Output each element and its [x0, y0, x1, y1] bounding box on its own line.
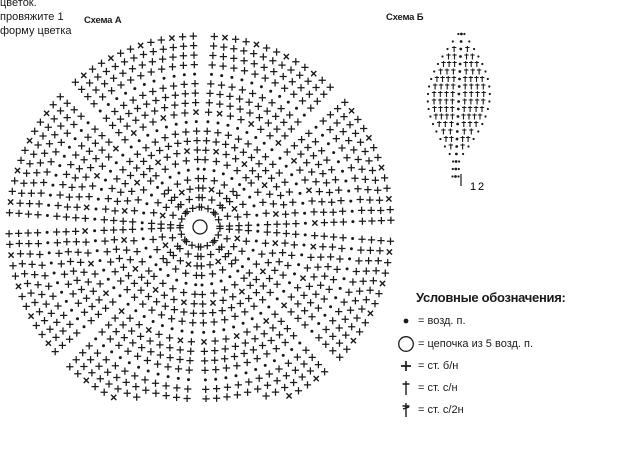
legend-row-dc	[396, 379, 458, 397]
legend-row-chain	[396, 312, 466, 330]
intro-line-1: цветок.	[0, 0, 37, 9]
scheme-a-diagram	[0, 30, 402, 402]
scheme-b-diagram	[418, 28, 500, 198]
legend-row-tr	[396, 401, 464, 419]
circle-icon	[396, 335, 416, 353]
legend-text-dc: = ст. с/н	[418, 382, 458, 394]
legend-text-chain: = возд. п.	[418, 315, 466, 327]
intro-line-2: провяжите 1	[0, 11, 64, 23]
legend-row-sc	[396, 357, 458, 375]
legend-text-sc: = ст. б/н	[418, 360, 459, 372]
plus-icon	[396, 357, 416, 375]
double-crochet-icon	[396, 401, 416, 419]
scheme-b-number-1: 1	[470, 181, 477, 193]
intro-line-3: форму цветка	[0, 25, 72, 37]
legend-text-chain-loop: = цепочка из 5 возд. п.	[418, 338, 534, 350]
scheme-b-number-2: 2	[478, 181, 485, 193]
scheme-a-label: Схема А	[84, 15, 122, 26]
dot-icon	[396, 312, 416, 330]
scheme-b-label: Схема Б	[386, 12, 424, 23]
legend-row-chain-loop	[396, 335, 533, 353]
single-crochet-icon	[396, 379, 416, 397]
legend-title: Условные обозначения:	[416, 290, 566, 305]
legend-text-tr: = ст. с/2н	[418, 404, 464, 416]
